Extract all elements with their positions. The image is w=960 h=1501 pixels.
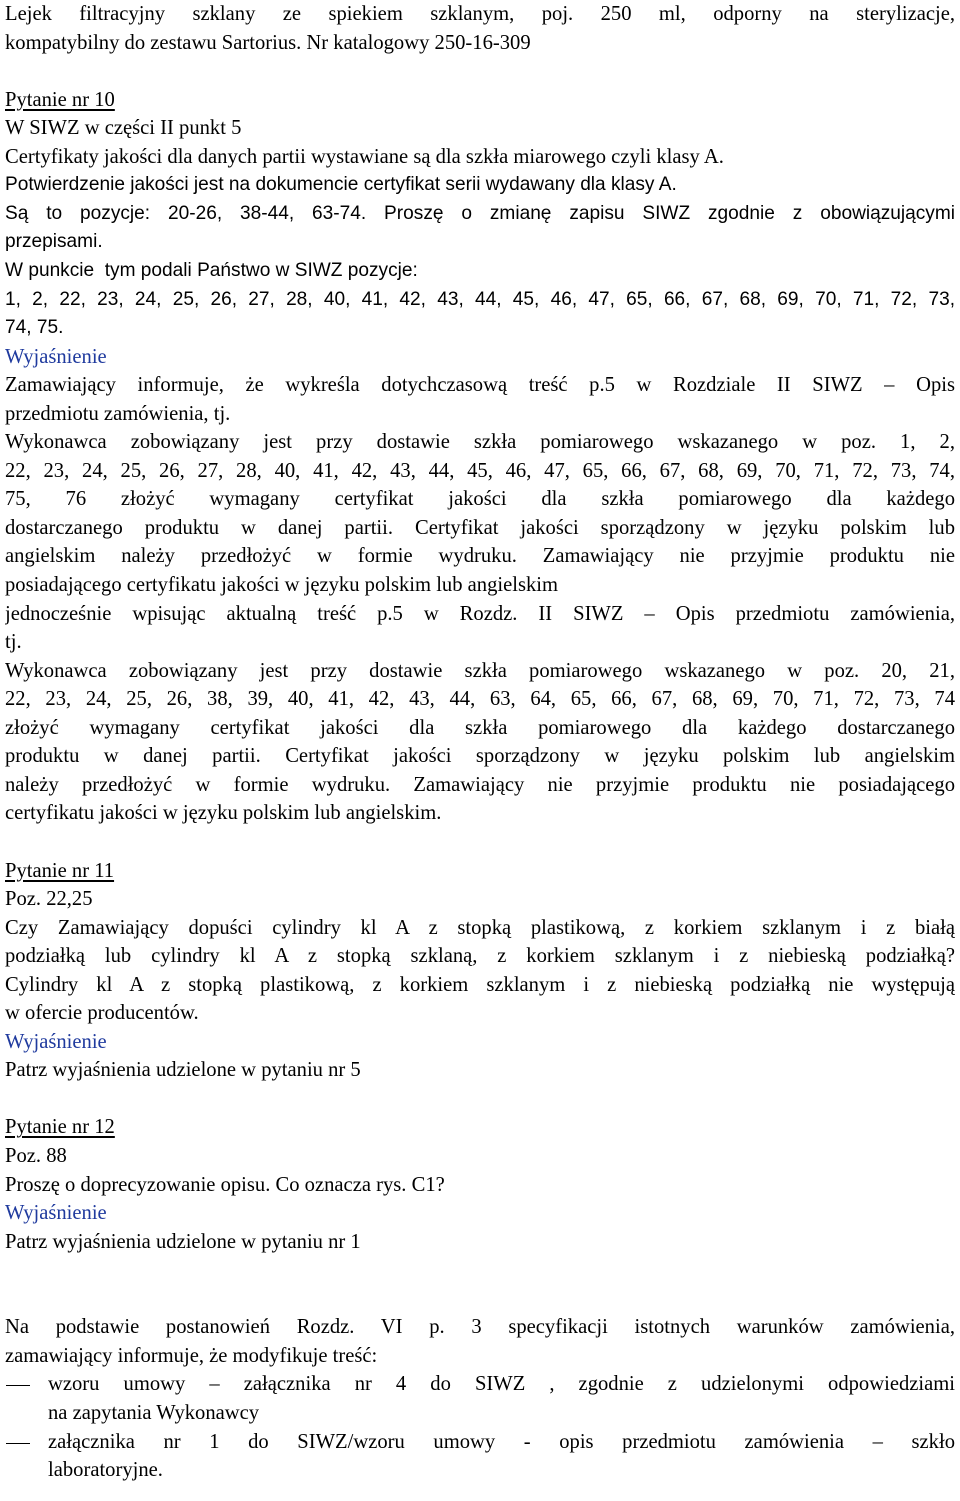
text-line: przedmiotu zamówienia, tj. xyxy=(5,402,231,425)
bullet-dash-icon xyxy=(6,1385,30,1386)
text-line: Zamawiający informuje, że wykreśla dotychczasową treść p.5 w Rozdziale II SIWZ – Opis xyxy=(5,374,955,397)
text-line: Lejek filtracyjny szklany ze spiekiem szklanym, poj. 250 ml, odporny na sterylizacje, xyxy=(5,3,955,25)
list-item-line: wzoru umowy – załącznika nr 4 do SIWZ , zgodnie z udzielonymi odpowiedziami xyxy=(48,1373,955,1396)
answer-heading: Wyjaśnienie xyxy=(5,1030,107,1053)
text-line: angielskim należy przedłożyć w formie wydruku. Zamawiający nie przyjmie produktu nie xyxy=(5,545,955,568)
text-line: złożyć wymagany certyfikat jakości dla szkła pomiarowego dla każdego dostarczanego xyxy=(5,716,955,739)
text-line: Wykonawca zobowiązany jest przy dostawie szkła pomiarowego wskazanego w poz. 1, 2, xyxy=(5,431,955,454)
text-line: Patrz wyjaśnienia udzielone w pytaniu nr 5 xyxy=(5,1059,361,1082)
text-line: Poz. 88 xyxy=(5,1145,67,1167)
answer-heading: Wyjaśnienie xyxy=(5,1202,107,1225)
list-item-line: na zapytania Wykonawcy xyxy=(48,1401,260,1424)
question-heading: Pytanie nr 10 xyxy=(5,88,115,111)
text-line: 1, 2, 22, 23, 24, 25, 26, 27, 28, 40, 41, 42, 43, 44, 45, 46, 47, 65, 66, 67, 68, 69, 70, 71, 72, 73, xyxy=(5,288,955,310)
text-line: Patrz wyjaśnienia udzielone w pytaniu nr 1 xyxy=(5,1230,361,1253)
text-line: 22, 23, 24, 25, 26, 38, 39, 40, 41, 42, 43, 44, 63, 64, 65, 66, 67, 68, 69, 70, 71, 72, 73, 74 xyxy=(5,688,955,711)
text-line: posiadającego certyfikatu jakości w języku polskim lub angielskim xyxy=(5,574,559,596)
list-item-line: załącznika nr 1 do SIWZ/wzoru umowy - opis przedmiotu zamówienia – szkło xyxy=(48,1430,955,1453)
text-line: podziałką lub cylindry kl A z stopką szklaną, z korkiem szklanym i z niebieską podziałką? xyxy=(5,945,955,968)
text-line: kompatybilny do zestawu Sartorius. Nr katalogowy 250-16-309 xyxy=(5,31,531,54)
text-line: Proszę o doprecyzowanie opisu. Co oznacza rys. C1? xyxy=(5,1173,445,1196)
text-line: 22, 23, 24, 25, 26, 27, 28, 40, 41, 42, 43, 44, 45, 46, 47, 65, 66, 67, 68, 69, 70, 71, 72, 73, 74, xyxy=(5,459,955,482)
text-line: Wykonawca zobowiązany jest przy dostawie szkła pomiarowego wskazanego w poz. 20, 21, xyxy=(5,659,955,682)
text-line: 75, 76 złożyć wymagany certyfikat jakości dla szkła pomiarowego dla każdego xyxy=(5,488,955,511)
text-line: należy przedłożyć w formie wydruku. Zamawiający nie przyjmie produktu nie posiadającego xyxy=(5,773,955,796)
bullet-dash-icon xyxy=(6,1443,30,1444)
text-line: przepisami. xyxy=(5,231,103,253)
text-line: Certyfikaty jakości dla danych partii wystawiane są dla szkła miarowego czyli klasy A. xyxy=(5,145,724,168)
list-item-line: laboratoryjne. xyxy=(48,1459,163,1482)
question-heading: Pytanie nr 11 xyxy=(5,859,115,882)
text-line: Potwierdzenie jakości jest na dokumencie certyfikat serii wydawany dla klasy A. xyxy=(5,174,677,196)
answer-heading: Wyjaśnienie xyxy=(5,345,107,368)
text-line: Poz. 22,25 xyxy=(5,888,93,911)
text-line: dostarczanego produktu w danej partii. Certyfikat jakości sporządzony w języku polskim lub xyxy=(5,516,955,539)
text-line: zamawiający informuje, że modyfikuje treść: xyxy=(5,1344,378,1367)
question-heading: Pytanie nr 12 xyxy=(5,1116,115,1139)
text-line: Czy Zamawiający dopuści cylindry kl A z stopką plastikową, z korkiem szklanym i z białą xyxy=(5,916,955,939)
text-line: Są to pozycje: 20-26, 38-44, 63-74. Proszę o zmianę zapisu SIWZ zgodnie z obowiązującymi xyxy=(5,202,955,224)
text-line: Na podstawie postanowień Rozdz. VI p. 3 specyfikacji istotnych warunków zamówienia, xyxy=(5,1316,955,1339)
text-line: W SIWZ w części II punkt 5 xyxy=(5,117,242,140)
text-line: w ofercie producentów. xyxy=(5,1002,199,1025)
text-line: Cylindry kl A z stopką plastikową, z korkiem szklanym i z niebieską podziałką nie występują xyxy=(5,973,955,996)
text-line: produktu w danej partii. Certyfikat jakości sporządzony w języku polskim lub angielskim xyxy=(5,745,955,768)
text-line: tj. xyxy=(5,631,22,654)
text-line: 74, 75. xyxy=(5,317,64,339)
text-line: certyfikatu jakości w języku polskim lub angielskim. xyxy=(5,802,442,825)
text-line: jednocześnie wpisując aktualną treść p.5 w Rozdz. II SIWZ – Opis przedmiotu zamówienia, xyxy=(5,602,955,625)
text-line: W punkcie tym podali Państwo w SIWZ pozycje: xyxy=(5,259,418,281)
